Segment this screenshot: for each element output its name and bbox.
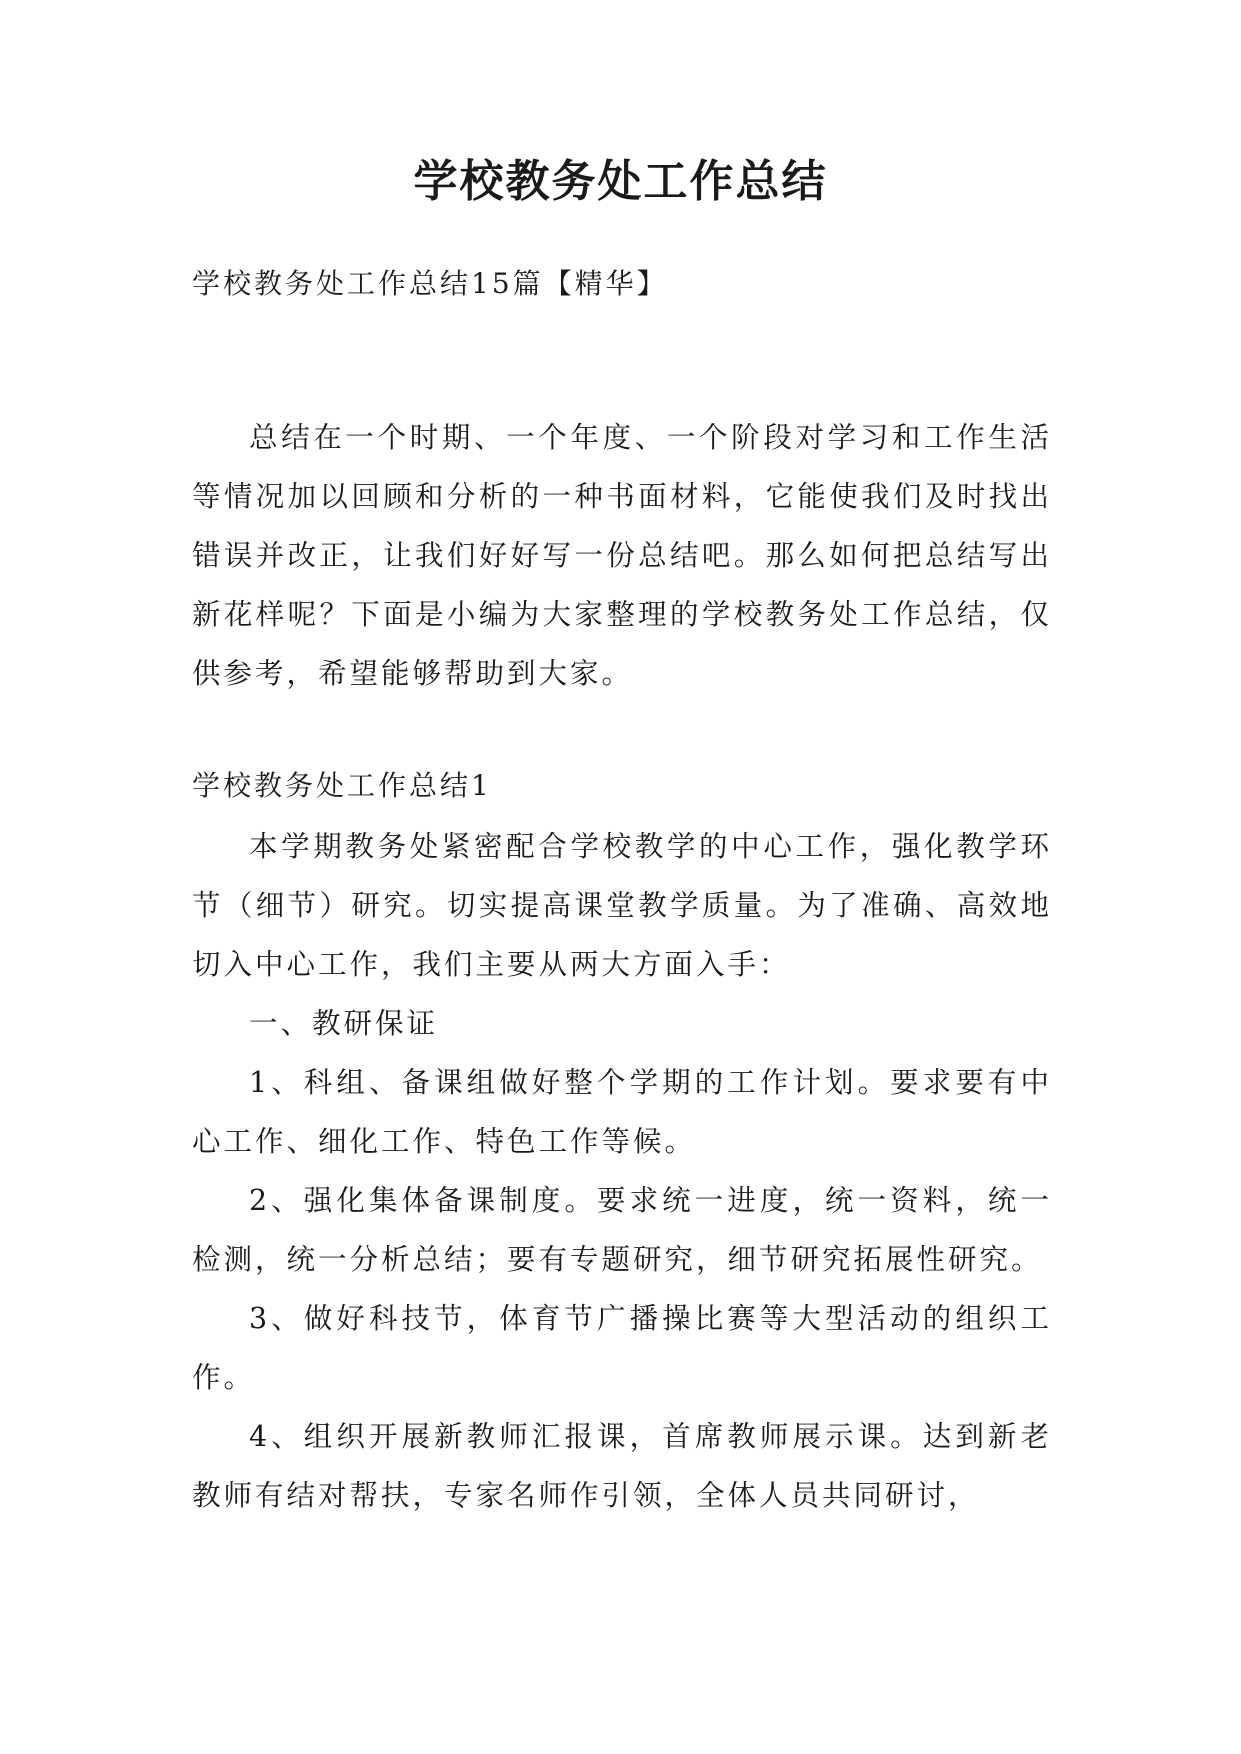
body-paragraph: 2、强化集体备课制度。要求统一进度，统一资料，统一检测，统一分析总结；要有专题研究，细节研究拓展性研究。 (192, 1184, 1052, 1276)
intro-paragraph: 总结在一个时期、一个年度、一个阶段对学习和工作生活等情况加以回顾和分析的一种书面材料，它能使我们及时找出错误并改正，让我们好好写一份总结吧。那么如何把总结写出新花样呢？下面是小编为大家整理的学校教务处工作总结，仅供参考，希望能够帮助到大家。 (192, 421, 1052, 690)
document-subtitle: 学校教务处工作总结15篇【精华】 (192, 267, 668, 300)
body-paragraph: 4、组织开展新教师汇报课，首席教师展示课。达到新老教师有结对帮扶，专家名师作引领，全体人员共同研讨， (192, 1420, 1052, 1512)
body-paragraph: 3、做好科技节，体育节广播操比赛等大型活动的组织工作。 (192, 1302, 1052, 1394)
section-body (192, 817, 1052, 1525)
body-paragraph: 一、教研保证 (249, 1007, 439, 1040)
body-paragraph: 1、科组、备课组做好整个学期的工作计划。要求要有中心工作、细化工作、特色工作等候。 (192, 1066, 1052, 1158)
section-heading: 学校教务处工作总结1 (192, 769, 492, 802)
document-title: 学校教务处工作总结 (413, 156, 828, 207)
body-paragraph: 本学期教务处紧密配合学校教学的中心工作，强化教学环节（细节）研究。切实提高课堂教学质量。为了准确、高效地切入中心工作，我们主要从两大方面入手： (192, 830, 1052, 981)
